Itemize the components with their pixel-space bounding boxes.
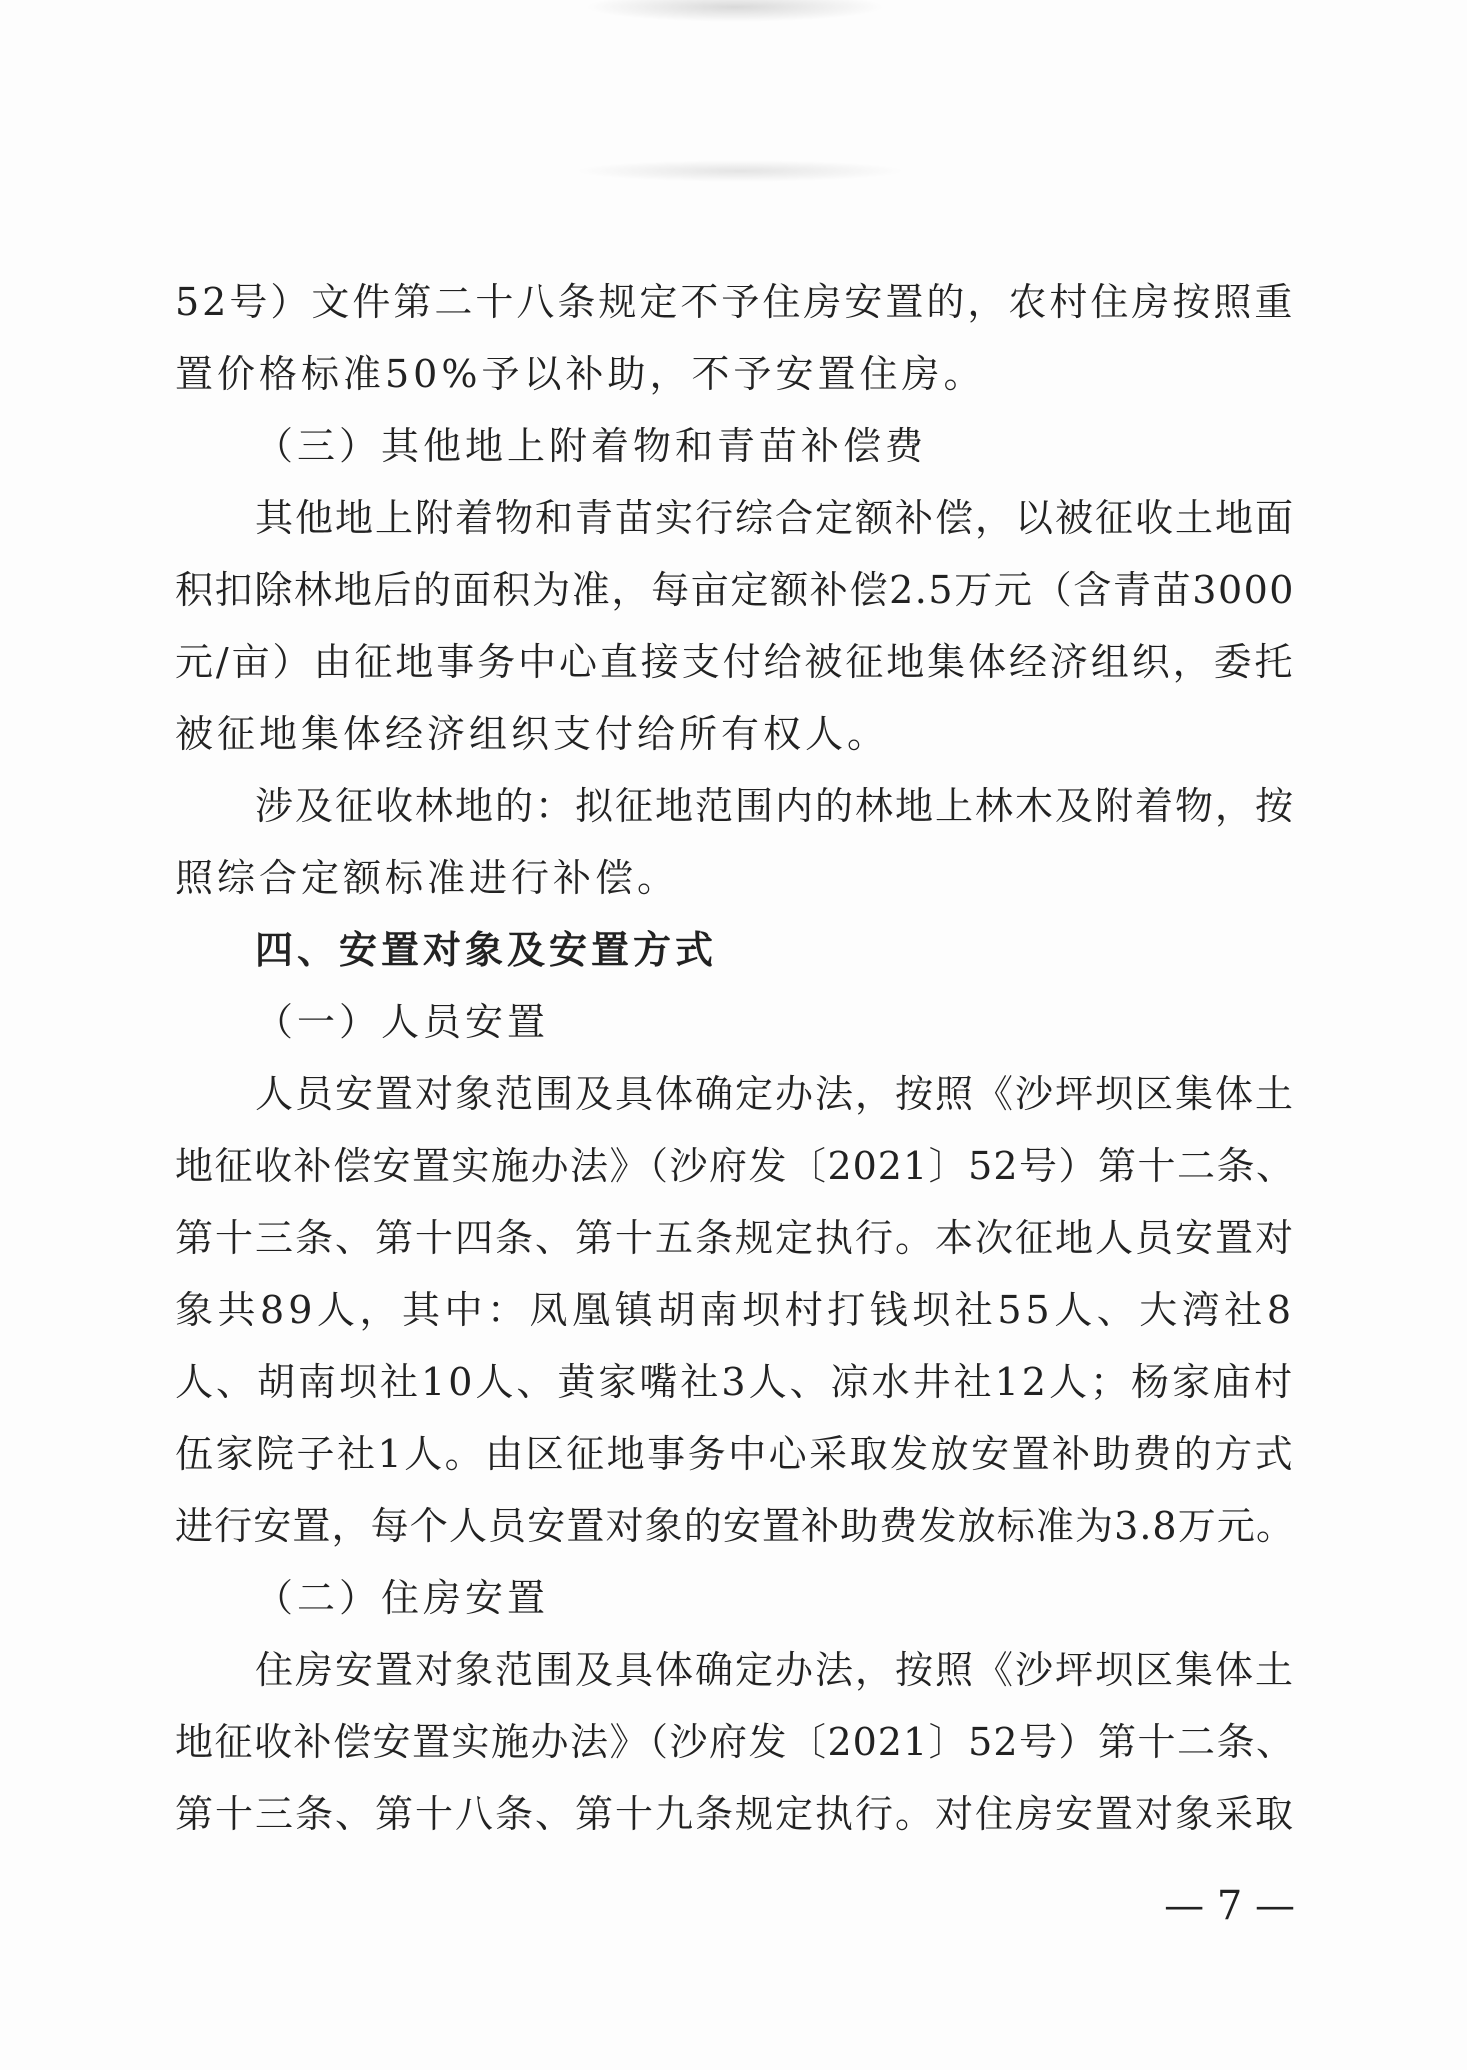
text-line-21: 地征收补偿安置实施办法》（沙府发〔2021〕52号）第十二条、 bbox=[175, 1720, 1295, 1764]
text-line-4: 其他地上附着物和青苗实行综合定额补偿，以被征收土地面 bbox=[255, 496, 1295, 540]
text-line-20: 住房安置对象范围及具体确定办法，按照《沙坪坝区集体土 bbox=[255, 1648, 1295, 1692]
text-line-14: 第十三条、第十四条、第十五条规定执行。本次征地人员安置对 bbox=[175, 1216, 1295, 1260]
text-line-17: 伍家院子社1人。由区征地事务中心采取发放安置补助费的方式 bbox=[175, 1432, 1295, 1476]
text-line-9: 照综合定额标准进行补偿。 bbox=[175, 856, 680, 900]
text-line-5: 积扣除林地后的面积为准，每亩定额补偿2.5万元（含青苗3000 bbox=[175, 568, 1295, 612]
scan-smudge-top bbox=[585, 0, 885, 22]
text-line-18: 进行安置，每个人员安置对象的安置补助费发放标准为3.8万元。 bbox=[175, 1504, 1295, 1548]
text-line-12: 人员安置对象范围及具体确定办法，按照《沙坪坝区集体土 bbox=[255, 1072, 1295, 1116]
scan-smudge-mid bbox=[575, 160, 905, 182]
text-line-8: 涉及征收林地的：拟征地范围内的林地上林木及附着物，按 bbox=[255, 784, 1295, 828]
subsection-heading-2: （二）住房安置 bbox=[255, 1576, 550, 1620]
text-line-7: 被征地集体经济组织支付给所有权人。 bbox=[175, 712, 890, 756]
text-line-13: 地征收补偿安置实施办法》（沙府发〔2021〕52号）第十二条、 bbox=[175, 1144, 1295, 1188]
text-line-1: 52号）文件第二十八条规定不予住房安置的，农村住房按照重 bbox=[175, 280, 1295, 324]
text-line-16: 人、胡南坝社10人、黄家嘴社3人、凉水井社12人；杨家庙村 bbox=[175, 1360, 1295, 1404]
page-number: — 7 — bbox=[1164, 1883, 1295, 1929]
text-line-15: 象共89人，其中：凤凰镇胡南坝村打钱坝社55人、大湾社8 bbox=[175, 1288, 1295, 1332]
text-line-22: 第十三条、第十八条、第十九条规定执行。对住房安置对象采取 bbox=[175, 1792, 1295, 1836]
text-line-6: 元/亩）由征地事务中心直接支付给被征地集体经济组织，委托 bbox=[175, 640, 1295, 684]
section-heading-4: 四、安置对象及安置方式 bbox=[255, 928, 718, 972]
subsection-heading-1: （一）人员安置 bbox=[255, 1000, 550, 1044]
subsection-heading-3: （三）其他地上附着物和青苗补偿费 bbox=[255, 424, 928, 468]
text-line-2: 置价格标准50%予以补助，不予安置住房。 bbox=[175, 352, 986, 396]
